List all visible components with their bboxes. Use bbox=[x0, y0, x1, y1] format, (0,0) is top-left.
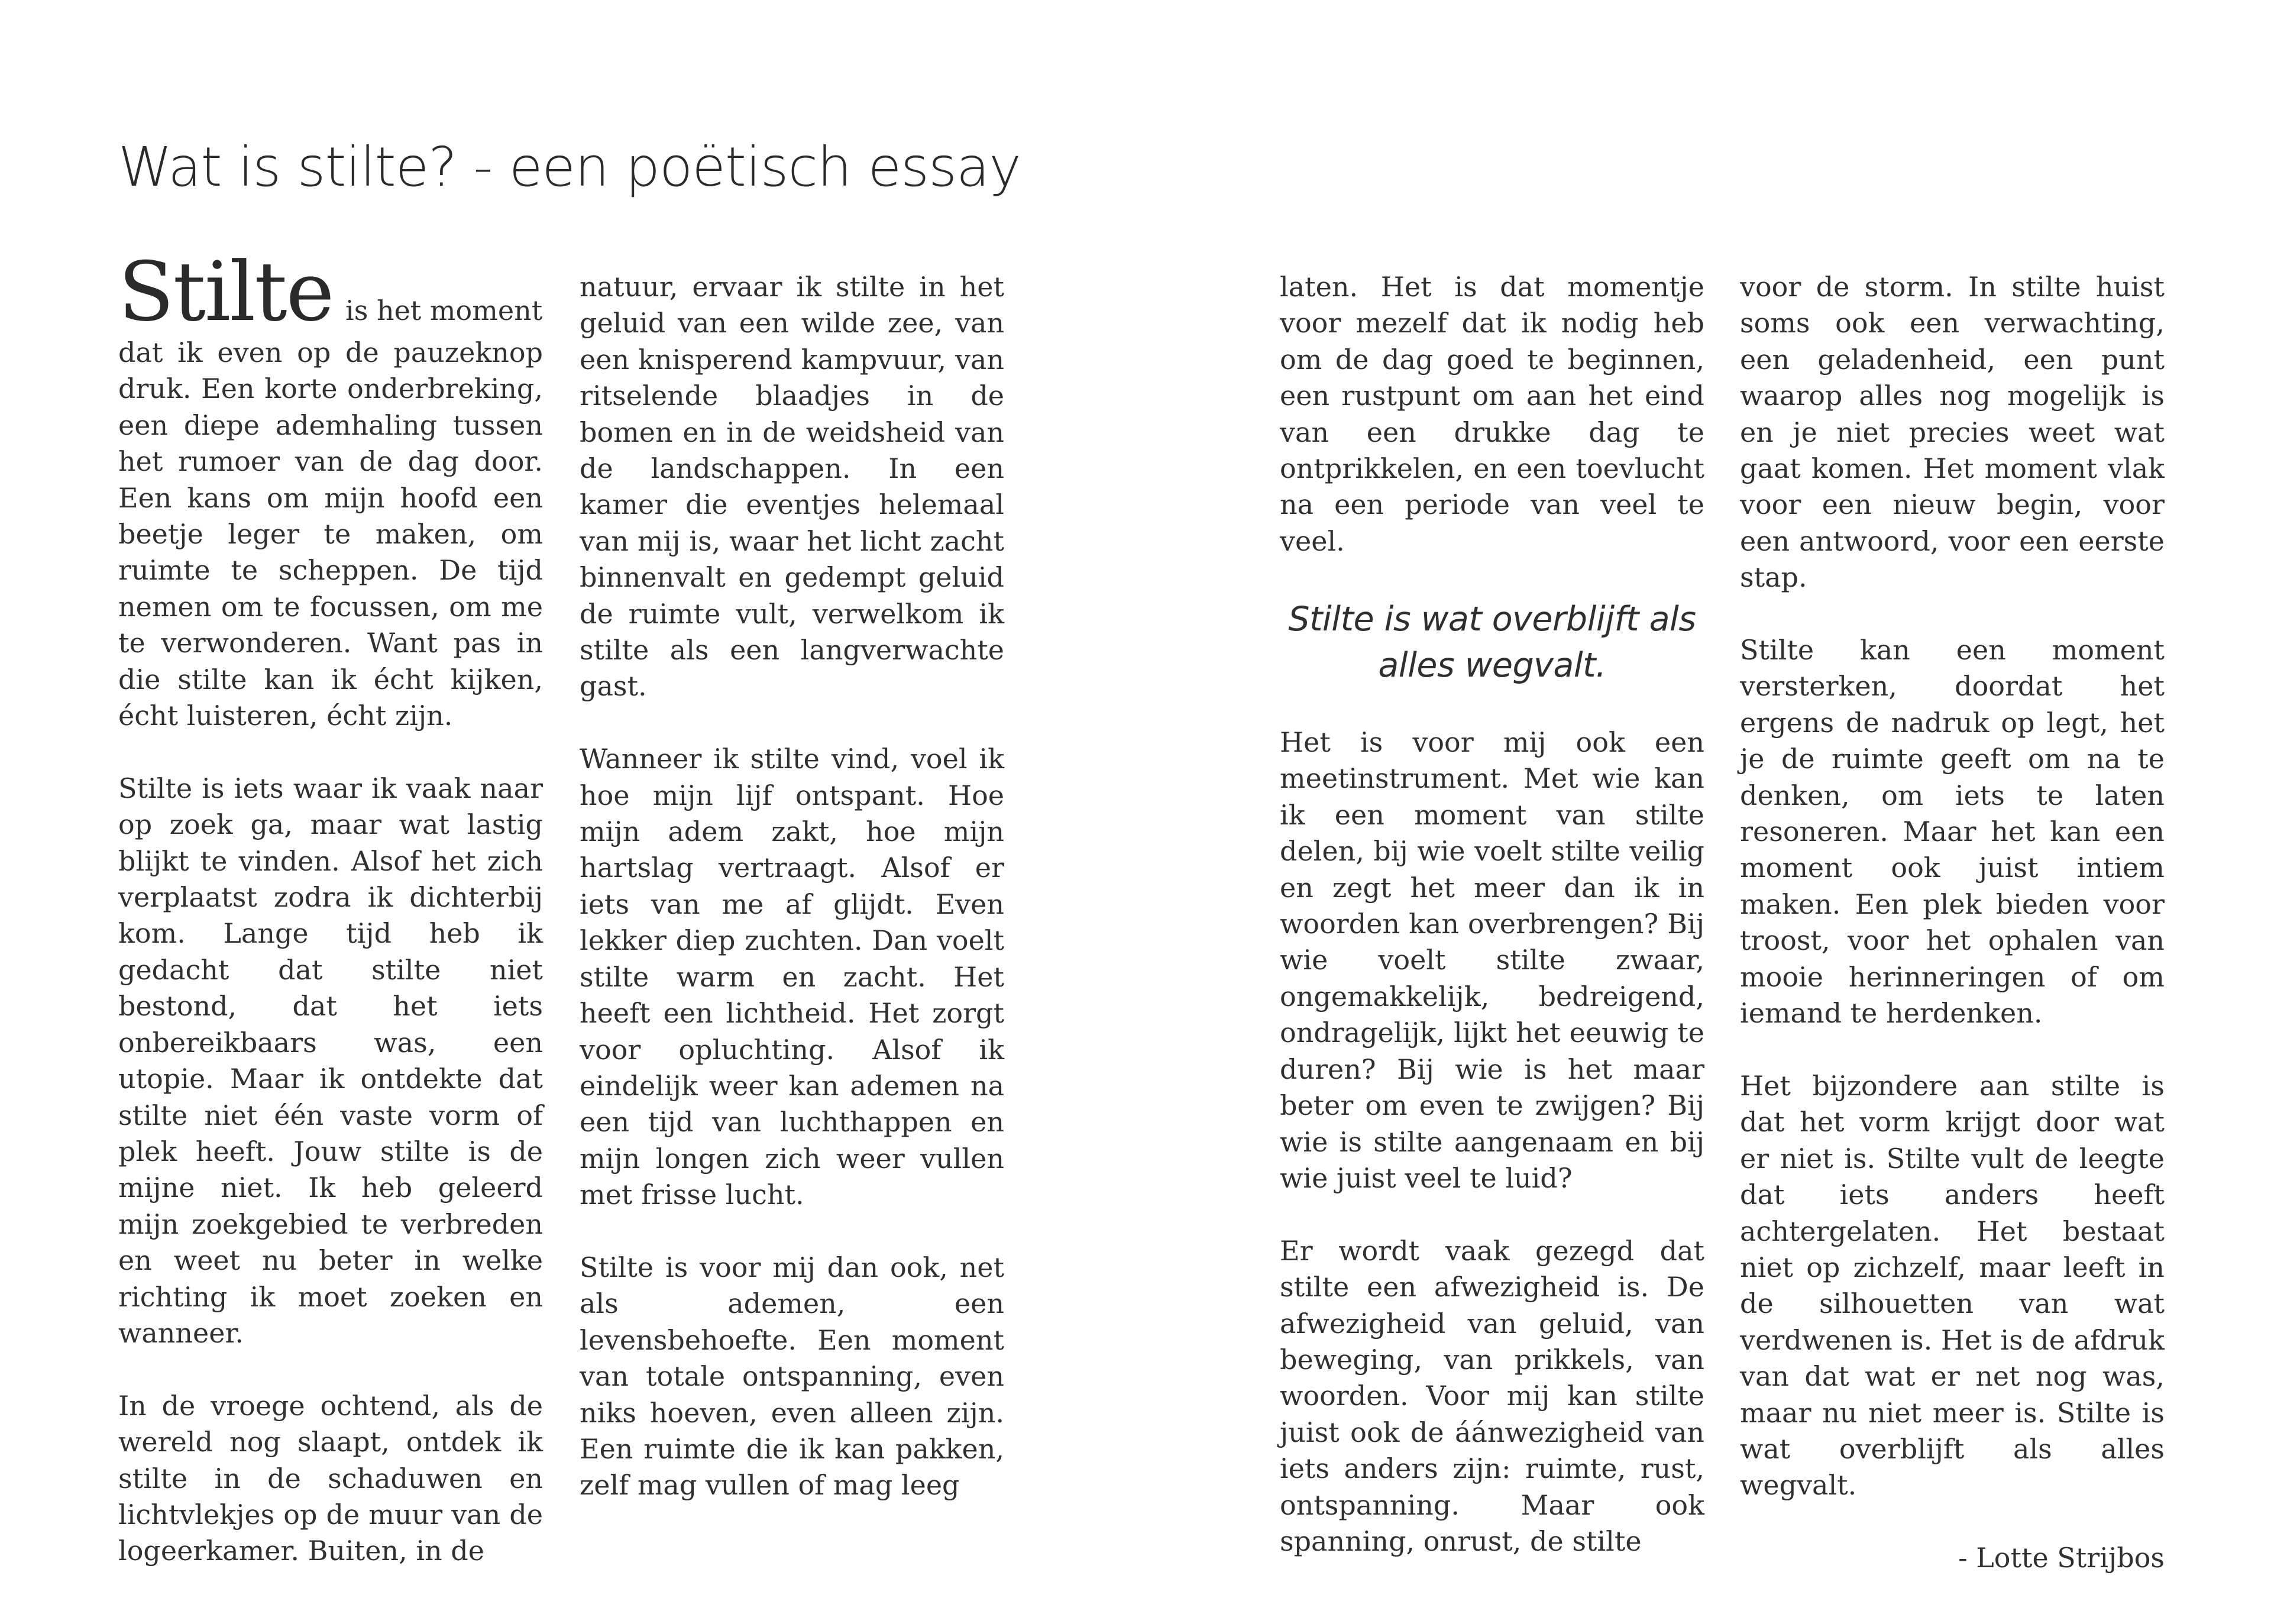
column-1 bbox=[118, 244, 543, 1570]
paragraph-continuation: dat ik even op de pauzeknop druk. Een korte onderbreking, een diepe ademhaling tussen het rumoer van de dag door. Een kans om mijn hoofd een beetje leger te maken, om ruimte te scheppen. De tijd nemen om te focussen, om me te verwonderen. Want pas in die stilte kan ik écht kijken, écht luisteren, écht zijn. bbox=[118, 337, 543, 732]
paragraph: laten. Het is dat momentje voor mezelf dat ik nodig heb om de dag goed te beginnen, een rustpunt om aan het eind van een drukke dag te ontprikkelen, en een toevlucht na een periode van veel te veel. bbox=[1280, 271, 1704, 557]
paragraph: natuur, ervaar ik stilte in het geluid van een wilde zee, van een knisperend kampvuur, van ritselende blaadjes in de bomen en in de weidsheid van de landschappen. In een kamer die eventjes helemaal van mij is, waar het licht zacht binnenvalt en gedempt geluid de ruimte vult, verwelkom ik stilte als een langverwachte gast. bbox=[580, 271, 1004, 703]
column-3 bbox=[1280, 269, 1704, 1560]
drop-cap-word: Stilte bbox=[118, 244, 334, 339]
paragraph: In de vroege ochtend, als de wereld nog slaapt, ontdek ik stilte in de schaduwen en lichtvlekjes op de muur van de logeerkamer. Buiten, in de bbox=[118, 1389, 543, 1567]
pull-quote: Stilte is wat overblijft als alles wegvalt. bbox=[1288, 599, 1696, 685]
paragraph: Wanneer ik stilte vind, voel ik hoe mijn lijf ontspant. Hoe mijn adem zakt, hoe mijn hartslag vertraagt. Alsof er iets van me af glijdt. Even lekker diep zuchten. Dan voelt stilte warm en zacht. Het heeft een lichtheid. Het zorgt voor opluchting. Alsof ik eindelijk weer kan ademen na een tijd van luchthappen en mijn longen zich weer vullen met frisse lucht. bbox=[580, 743, 1004, 1211]
column-4 bbox=[1740, 269, 2165, 1577]
essay-title: Wat is stilte? - een poëtisch essay bbox=[118, 135, 1021, 199]
paragraph: Stilte kan een moment versterken, doordat het ergens de nadruk op legt, het je de ruimte geeft om na te denken, om iets te laten resoneren. Maar het kan een moment ook juist intiem maken. Een plek bieden voor troost, voor het ophalen van mooie herinneringen of om iemand te herdenken. bbox=[1740, 634, 2165, 1030]
author-signature: - Lotte Strijbos bbox=[1958, 1542, 2165, 1574]
first-line bbox=[118, 244, 543, 339]
paragraph: Er wordt vaak gezegd dat stilte een afwezigheid is. De afwezigheid van geluid, van beweging, van prikkels, van woorden. Voor mij kan stilte juist ook de áánwezigheid van iets anders zijn: ruimte, rust, ontspanning. Maar ook spanning, onrust, de stilte bbox=[1280, 1234, 1704, 1557]
paragraph: Stilte is voor mij dan ook, net als ademen, een levensbehoefte. Een moment van totale ontspanning, even niks hoeven, even alleen zijn. Een ruimte die ik kan pakken, zelf mag vullen of mag leeg bbox=[580, 1251, 1004, 1502]
paragraph: Stilte is iets waar ik vaak naar op zoek ga, maar wat lastig blijkt te vinden. Alsof het zich verplaatst zodra ik dichterbij kom. Lange tijd heb ik gedacht dat stilte niet bestond, dat het iets onbereikbaars was, een utopie. Maar ik ontdekte dat stilte niet één vaste vorm of plek heeft. Jouw stilte is de mijne niet. Ik heb geleerd mijn zoekgebied te verbreden en weet nu beter in welke richting ik moet zoeken en wanneer. bbox=[118, 772, 543, 1349]
column-2 bbox=[580, 269, 1004, 1504]
paragraph: voor de storm. In stilte huist soms ook een verwachting, een geladenheid, een punt waarop alles nog mogelijk is en je niet precies weet wat gaat komen. Het moment vlak voor een nieuw begin, voor een antwoord, voor een eerste stap. bbox=[1740, 271, 2165, 594]
paragraph bbox=[118, 244, 543, 734]
paragraph: Het is voor mij ook een meetinstrument. Met wie kan ik een moment van stilte delen, bij wie voelt stilte veilig en zegt het meer dan ik in woorden kan overbrengen? Bij wie voelt stilte zwaar, ongemakkelijk, bedreigend, ondragelijk, lijkt het eeuwig te duren? Bij wie is het maar beter om even te zwijgen? Bij wie is stilte aangenaam en bij wie juist veel te luid? bbox=[1280, 726, 1704, 1194]
first-line-text: is het moment bbox=[345, 295, 543, 326]
paragraph: Het bijzondere aan stilte is dat het vorm krijgt door wat er niet is. Stilte vult de leegte dat iets anders heeft achtergelaten. Het bestaat niet op zichzelf, maar leeft in de silhouetten van wat verdwenen is. Het is de afdruk van dat wat er net nog was, maar nu niet meer is. Stilte is wat overblijft als alles wegvalt. bbox=[1740, 1069, 2165, 1502]
